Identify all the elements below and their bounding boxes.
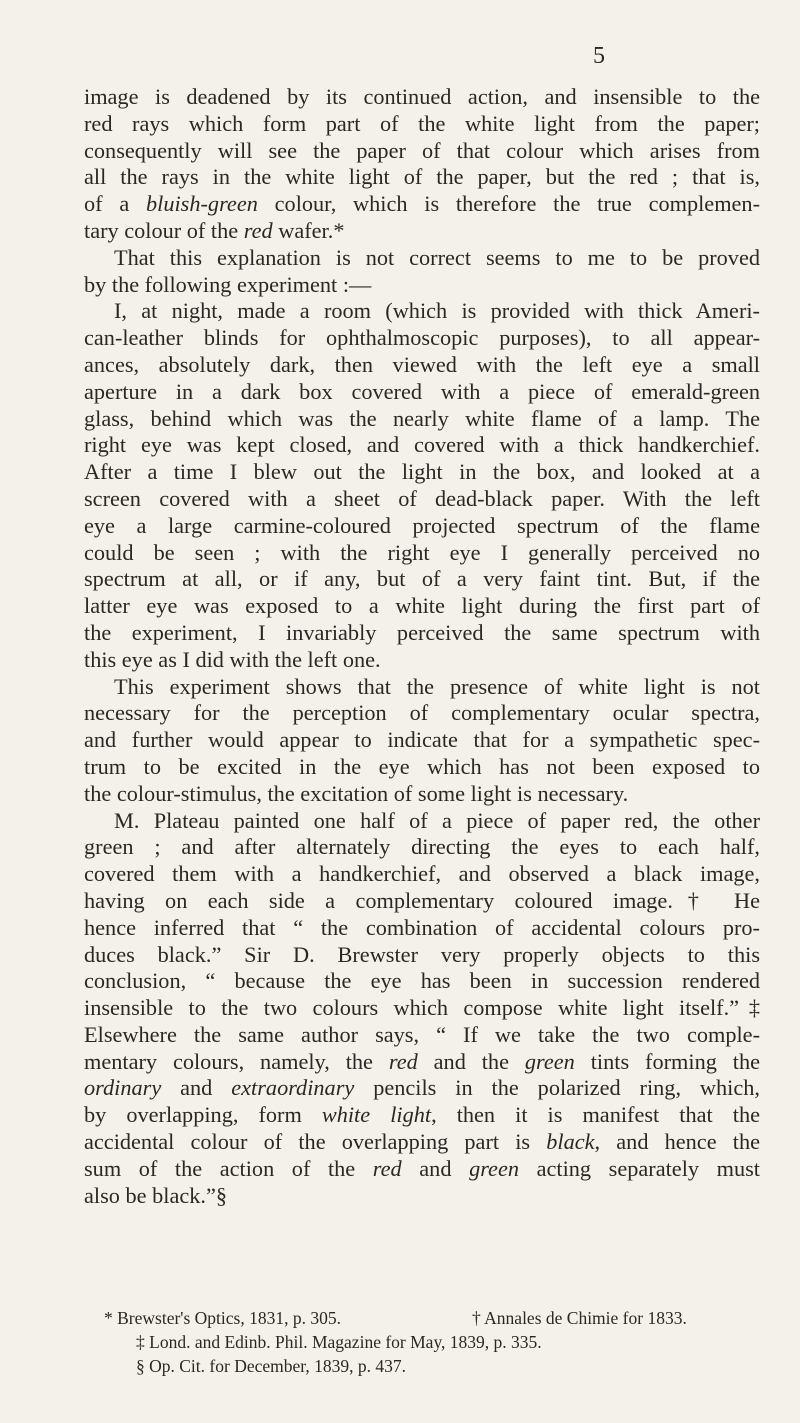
text-line: tary colour of the red wafer.* xyxy=(84,217,345,243)
text-line: having on each side a complementary coloured image.† He xyxy=(84,887,760,913)
text-line: hence inferred that “ the combination of accidental colours pro- xyxy=(84,914,760,940)
text-line: also be black.”§ xyxy=(84,1182,228,1208)
page-number: 5 xyxy=(593,43,605,69)
text-line: latter eye was exposed to a white light during the first part of xyxy=(84,593,760,619)
text-line: trum to be excited in the eye which has not been exposed to xyxy=(84,753,760,779)
text-line: M. Plateau painted one half of a piece of paper red, the other xyxy=(114,807,760,833)
text-line: ordinary and extraordinary pencils in the polarized ring, which, xyxy=(84,1075,760,1101)
text-line: image is deadened by its continued action, and insensible to the xyxy=(84,84,760,109)
text-line: of a bluish-green colour, which is therefore the true complemen- xyxy=(84,191,761,217)
body-text xyxy=(84,84,760,1209)
text-line: conclusion, “ because the eye has been in succession rendered xyxy=(84,968,760,994)
text-line: After a time I blew out the light in the box, and looked at a xyxy=(84,459,760,485)
text-line: Elsewhere the same author says, “ If we take the two comple- xyxy=(84,1021,760,1047)
text-line: red rays which form part of the white light from the paper; xyxy=(84,110,760,136)
footnote-lond-edinb: ‡ Lond. and Edinb. Phil. Magazine for May, 1839, p. 335. xyxy=(136,1332,542,1352)
text-line: That this explanation is not correct seems to me to be proved xyxy=(114,244,760,270)
text-line: covered them with a handkerchief, and observed a black image, xyxy=(84,861,760,887)
text-line: necessary for the perception of complementary ocular spectra, xyxy=(84,700,760,726)
text-line: ances, absolutely dark, then viewed with the left eye a small xyxy=(84,351,760,377)
text-line: duces black.” Sir D. Brewster very properly objects to this xyxy=(84,941,760,967)
footnote-brewster-optics: * Brewster's Optics, 1831, p. 305. xyxy=(104,1308,341,1328)
text-line: spectrum at all, or if any, but of a very faint tint. But, if the xyxy=(84,566,760,592)
footnote-op-cit: § Op. Cit. for December, 1839, p. 437. xyxy=(136,1356,407,1376)
footnote-row xyxy=(104,1306,764,1330)
text-line: and further would appear to indicate that for a sympathetic spec- xyxy=(84,727,760,753)
text-line: all the rays in the white light of the paper, but the red ; that is, xyxy=(84,164,760,190)
text-line: This experiment shows that the presence of white light is not xyxy=(114,673,760,699)
text-line: screen covered with a sheet of dead-black paper. With the left xyxy=(84,485,760,511)
text-line: the colour-stimulus, the excitation of some light is necessary. xyxy=(84,780,629,806)
text-line: mentary colours, namely, the red and the green tints forming the xyxy=(84,1048,760,1074)
text-line: green ; and after alternately directing the eyes to each half, xyxy=(84,834,760,860)
text-line: could be seen ; with the right eye I generally perceived no xyxy=(84,539,760,565)
text-line: I, at night, made a room (which is provided with thick Ameri- xyxy=(114,298,760,324)
text-line: accidental colour of the overlapping part is black, and hence the xyxy=(84,1129,760,1155)
footnotes xyxy=(104,1306,764,1378)
text-line: insensible to the two colours which compose white light itself.”‡ xyxy=(84,995,760,1021)
text-line: right eye was kept closed, and covered with a thick handkerchief. xyxy=(84,432,760,458)
text-line: aperture in a dark box covered with a piece of emerald-green xyxy=(84,378,760,404)
text-line: can-leather blinds for ophthalmoscopic purposes), to all appear- xyxy=(84,325,760,351)
text-line: eye a large carmine-coloured projected spectrum of the flame xyxy=(84,512,760,538)
text-line: by overlapping, form white light, then it is manifest that the xyxy=(84,1102,761,1128)
text-line: sum of the action of the red and green acting separately must xyxy=(84,1155,760,1181)
text-line: this eye as I did with the left one. xyxy=(84,646,381,672)
text-line: by the following experiment :— xyxy=(84,271,372,297)
footnote-annales: † Annales de Chimie for 1833. xyxy=(472,1308,687,1328)
text-line: the experiment, I invariably perceived the same spectrum with xyxy=(84,619,760,645)
text-line: glass, behind which was the nearly white flame of a lamp. The xyxy=(84,405,760,431)
text-line: consequently will see the paper of that colour which arises from xyxy=(84,137,760,163)
